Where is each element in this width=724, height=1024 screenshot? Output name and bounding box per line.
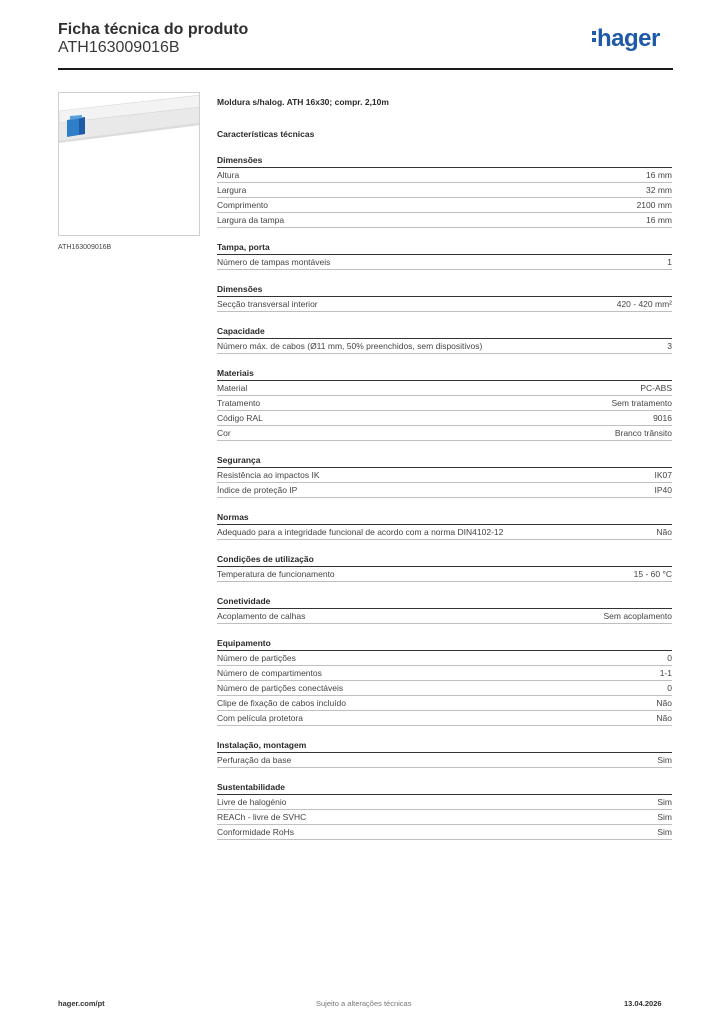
spec-row bbox=[217, 297, 672, 312]
spec-value: Sim bbox=[657, 755, 672, 765]
spec-row bbox=[217, 711, 672, 726]
spec-section bbox=[217, 596, 672, 624]
spec-value: Não bbox=[656, 698, 672, 708]
spec-row bbox=[217, 609, 672, 624]
spec-value: Sim bbox=[657, 797, 672, 807]
cable-trunking-illustration bbox=[59, 93, 200, 236]
spec-row bbox=[217, 255, 672, 270]
spec-row bbox=[217, 666, 672, 681]
hager-logo[interactable] bbox=[592, 27, 660, 51]
spec-label: Material bbox=[217, 383, 248, 393]
spec-section bbox=[217, 326, 672, 354]
spec-label: Perfuração da base bbox=[217, 755, 292, 765]
spec-value: 0 bbox=[667, 683, 672, 693]
spec-section bbox=[217, 512, 672, 540]
section-title: Tampa, porta bbox=[217, 242, 672, 255]
spec-row bbox=[217, 426, 672, 441]
tech-heading: Características técnicas bbox=[217, 129, 315, 139]
section-title: Instalação, montagem bbox=[217, 740, 672, 753]
page-title: Ficha técnica do produto bbox=[58, 21, 249, 38]
product-reference: ATH163009016B bbox=[58, 39, 180, 56]
spec-row bbox=[217, 381, 672, 396]
footer-website[interactable]: hager.com/pt bbox=[58, 999, 105, 1008]
spec-row bbox=[217, 525, 672, 540]
spec-label: Código RAL bbox=[217, 413, 263, 423]
spec-label: REACh - livre de SVHC bbox=[217, 812, 307, 822]
spec-label: Número de tampas montáveis bbox=[217, 257, 331, 267]
spec-value: Não bbox=[656, 527, 672, 537]
spec-label: Número máx. de cabos (Ø11 mm, 50% preenchidos, sem dispositivos) bbox=[217, 341, 483, 351]
spec-row bbox=[217, 213, 672, 228]
spec-row bbox=[217, 483, 672, 498]
spec-label: Índice de proteção IP bbox=[217, 485, 298, 495]
spec-section bbox=[217, 284, 672, 312]
spec-value: Sem tratamento bbox=[611, 398, 672, 408]
spec-label: Número de partições conectáveis bbox=[217, 683, 344, 693]
spec-value: 420 - 420 mm² bbox=[616, 299, 672, 309]
spec-label: Número de partições bbox=[217, 653, 296, 663]
spec-section bbox=[217, 554, 672, 582]
section-title: Materiais bbox=[217, 368, 672, 381]
spec-label: Largura da tampa bbox=[217, 215, 285, 225]
spec-row bbox=[217, 696, 672, 711]
spec-value: 16 mm bbox=[646, 215, 672, 225]
spec-row bbox=[217, 810, 672, 825]
spec-value: 15 - 60 °C bbox=[633, 569, 672, 579]
spec-value: 16 mm bbox=[646, 170, 672, 180]
spec-label: Resistência ao impactos IK bbox=[217, 470, 320, 480]
spec-value: 3 bbox=[667, 341, 672, 351]
spec-label: Conformidade RoHs bbox=[217, 827, 295, 837]
section-title: Equipamento bbox=[217, 638, 672, 651]
spec-label: Temperatura de funcionamento bbox=[217, 569, 335, 579]
spec-row bbox=[217, 753, 672, 768]
spec-value: 0 bbox=[667, 653, 672, 663]
spec-section bbox=[217, 368, 672, 441]
spec-label: Cor bbox=[217, 428, 231, 438]
spec-value: 1 bbox=[667, 257, 672, 267]
section-title: Condições de utilização bbox=[217, 554, 672, 567]
spec-value: IP40 bbox=[654, 485, 672, 495]
spec-label: Clipe de fixação de cabos incluído bbox=[217, 698, 346, 708]
spec-row bbox=[217, 681, 672, 696]
spec-section bbox=[217, 740, 672, 768]
spec-section bbox=[217, 638, 672, 726]
section-title: Segurança bbox=[217, 455, 672, 468]
section-title: Dimensões bbox=[217, 284, 672, 297]
spec-row bbox=[217, 567, 672, 582]
footer-date: 13.04.2026 bbox=[624, 999, 662, 1008]
spec-value: Não bbox=[656, 713, 672, 723]
spec-label: Com película protetora bbox=[217, 713, 303, 723]
spec-row bbox=[217, 468, 672, 483]
spec-section bbox=[217, 242, 672, 270]
spec-row bbox=[217, 168, 672, 183]
spec-value: Sim bbox=[657, 827, 672, 837]
spec-value: 9016 bbox=[653, 413, 672, 423]
section-title: Sustentabilidade bbox=[217, 782, 672, 795]
spec-row bbox=[217, 396, 672, 411]
spec-label: Adequado para a integridade funcional de acordo com a norma DIN4102-12 bbox=[217, 527, 504, 537]
section-title: Dimensões bbox=[217, 155, 672, 168]
logo-text: hager bbox=[597, 25, 660, 52]
spec-row bbox=[217, 651, 672, 666]
spec-section bbox=[217, 782, 672, 840]
spec-label: Secção transversal interior bbox=[217, 299, 318, 309]
spec-label: Altura bbox=[217, 170, 240, 180]
spec-row bbox=[217, 825, 672, 840]
spec-label: Número de compartimentos bbox=[217, 668, 322, 678]
logo-dots-icon bbox=[592, 31, 596, 45]
spec-row bbox=[217, 795, 672, 810]
spec-label: Comprimento bbox=[217, 200, 269, 210]
spec-label: Acoplamento de calhas bbox=[217, 611, 306, 621]
spec-row bbox=[217, 183, 672, 198]
product-image bbox=[58, 92, 200, 236]
spec-value: IK07 bbox=[654, 470, 672, 480]
footer-notice: Sujeito a alterações técnicas bbox=[316, 999, 412, 1008]
section-title: Capacidade bbox=[217, 326, 672, 339]
spec-value: 32 mm bbox=[646, 185, 672, 195]
section-title: Normas bbox=[217, 512, 672, 525]
section-title: Conetividade bbox=[217, 596, 672, 609]
header-divider bbox=[58, 68, 673, 70]
spec-label: Livre de halogénio bbox=[217, 797, 287, 807]
spec-row bbox=[217, 339, 672, 354]
spec-value: Sem acoplamento bbox=[603, 611, 672, 621]
spec-value: Sim bbox=[657, 812, 672, 822]
image-caption: ATH163009016B bbox=[58, 244, 112, 251]
product-name: Moldura s/halog. ATH 16x30; compr. 2,10m bbox=[217, 97, 389, 107]
spec-content bbox=[217, 97, 672, 840]
spec-value: PC-ABS bbox=[640, 383, 672, 393]
spec-value: Branco trânsito bbox=[614, 428, 672, 438]
spec-section bbox=[217, 155, 672, 228]
spec-label: Largura bbox=[217, 185, 247, 195]
spec-section bbox=[217, 455, 672, 498]
spec-label: Tratamento bbox=[217, 398, 261, 408]
spec-sections bbox=[217, 155, 672, 840]
spec-value: 1-1 bbox=[659, 668, 672, 678]
spec-row bbox=[217, 198, 672, 213]
spec-value: 2100 mm bbox=[636, 200, 672, 210]
spec-row bbox=[217, 411, 672, 426]
